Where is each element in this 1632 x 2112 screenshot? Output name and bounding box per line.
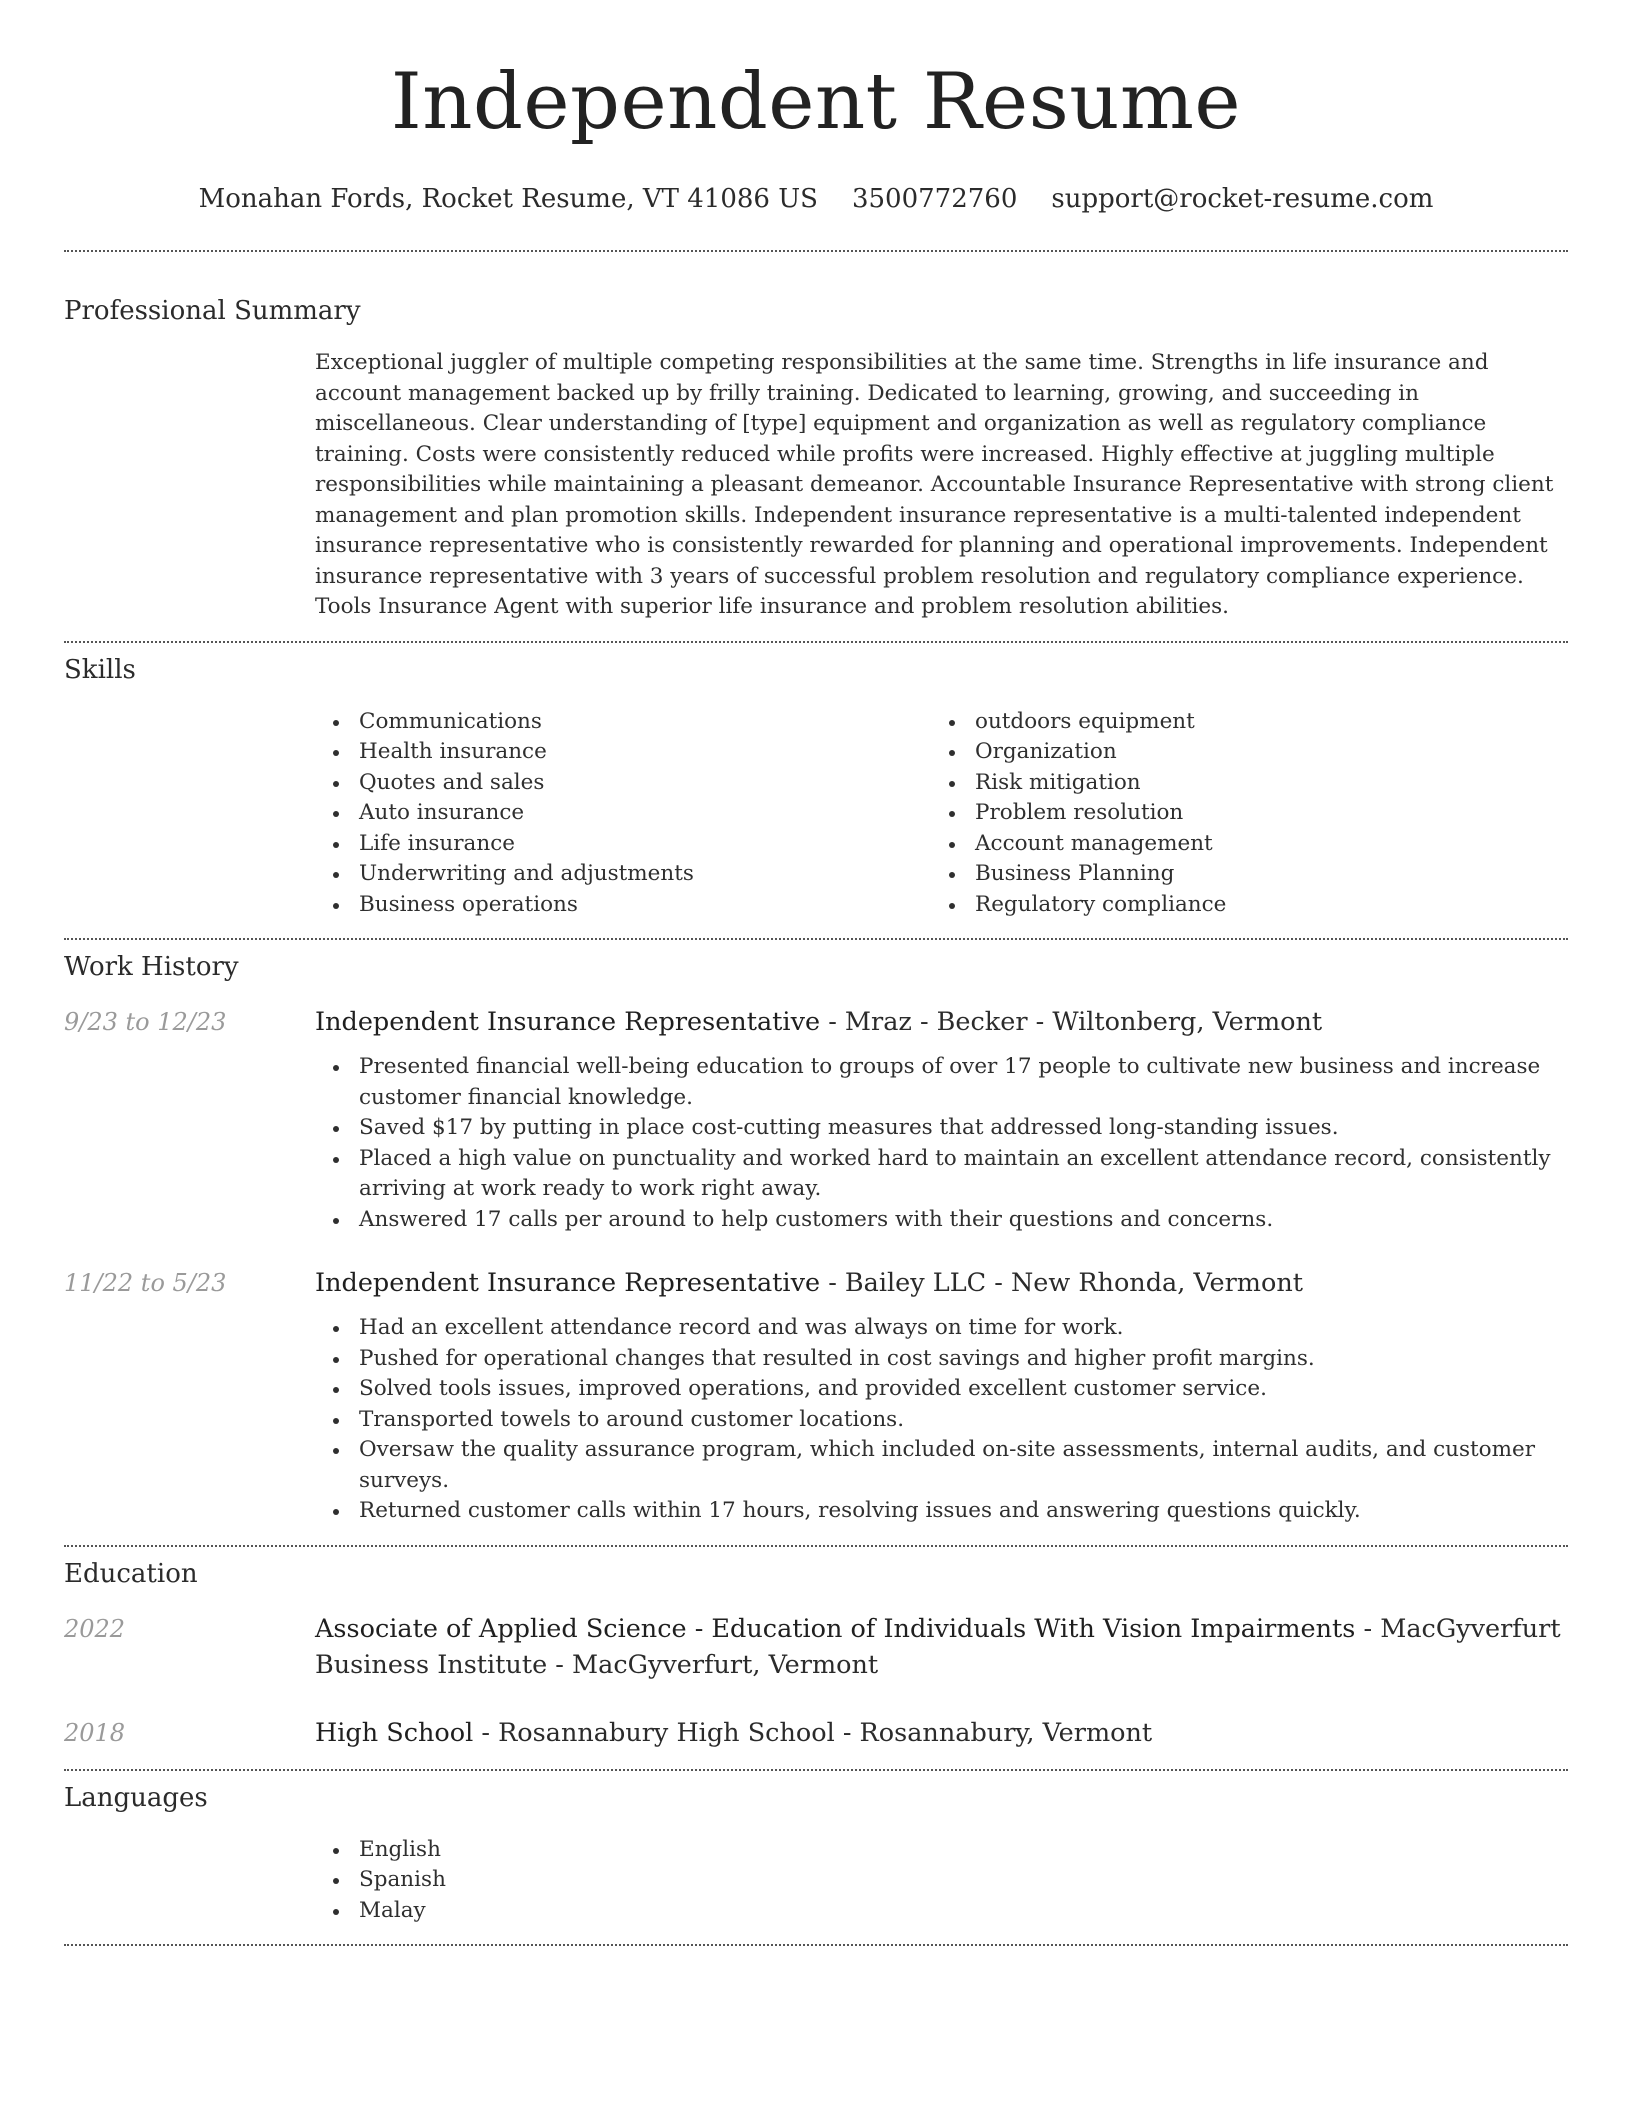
skills-list-left	[315, 707, 931, 921]
language-item: Spanish	[315, 1865, 1568, 1896]
languages-list	[315, 1835, 1568, 1927]
languages-heading: Languages	[64, 1782, 208, 1813]
job-bullet: Saved $17 by putting in place cost-cutting measures that addressed long-standing issues.	[315, 1113, 1568, 1144]
job-bullet: Oversaw the quality assurance program, which included on-site assessments, internal audits, and customer surveys.	[315, 1435, 1568, 1496]
section-divider	[64, 1944, 1568, 1946]
skills-section	[64, 643, 1568, 921]
job-body	[315, 1004, 1568, 1235]
job-details: - Mraz - Becker - Wiltonberg, Vermont	[820, 1007, 1323, 1037]
job-bullet: Presented financial well-being education to groups of over 17 people to cultivate new business and increase customer financial knowledge.	[315, 1052, 1568, 1113]
job-bullet: Had an excellent attendance record and was always on time for work.	[315, 1313, 1568, 1344]
job-bullet: Pushed for operational changes that resulted in cost savings and higher profit margins.	[315, 1344, 1568, 1375]
education-section	[64, 1547, 1568, 1751]
candidate-name: Independent Resume	[390, 57, 1242, 147]
skill-item: Communications	[315, 707, 931, 738]
summary-section	[64, 252, 1568, 623]
work-heading: Work History	[64, 952, 239, 982]
job-bullet: Placed a high value on punctuality and worked hard to maintain an excellent attendance record, consistently arriving at work ready to work right away.	[315, 1144, 1568, 1205]
languages-section	[64, 1771, 1568, 1927]
contact-phone: 3500772760	[851, 184, 1018, 214]
job-bullets	[315, 1052, 1568, 1235]
contact-address: Monahan Fords, Rocket Resume, VT 41086 US	[198, 184, 818, 214]
education-details: - MacGyverfurt Business Institute - MacGyverfurt, Vermont	[315, 1613, 1561, 1680]
skill-item: Business operations	[315, 890, 931, 921]
resume-header	[64, 0, 1568, 214]
skill-item: Account management	[931, 829, 1547, 860]
job-bullet: Solved tools issues, improved operations, and provided excellent customer service.	[315, 1374, 1568, 1405]
job-bullet: Transported towels to around customer locations.	[315, 1405, 1568, 1436]
job-bullets	[315, 1313, 1568, 1527]
skill-item: outdoors equipment	[931, 707, 1547, 738]
education-heading-line	[315, 1611, 1568, 1683]
language-item: Malay	[315, 1896, 1568, 1927]
education-body	[315, 1611, 1568, 1683]
resume-page	[64, 0, 1568, 1946]
education-degree: Associate of Applied Science - Education of Individuals With Vision Impairments	[315, 1613, 1356, 1644]
job-title: Independent Insurance Representative	[315, 1007, 821, 1037]
skill-item: Business Planning	[931, 859, 1547, 890]
skill-item: Risk mitigation	[931, 768, 1547, 799]
job-details: - Bailey LLC - New Rhonda, Vermont	[820, 1268, 1304, 1298]
skills-grid	[315, 707, 1568, 921]
skill-item: Underwriting and adjustments	[315, 859, 931, 890]
education-heading: Education	[64, 1558, 198, 1589]
contact-line	[64, 184, 1568, 214]
job-title: Independent Insurance Representative	[315, 1268, 821, 1298]
education-entry	[64, 1715, 1568, 1751]
skill-item: Problem resolution	[931, 798, 1547, 829]
contact-email: support@rocket-resume.com	[1051, 184, 1434, 214]
job-dates: 11/22 to 5/23	[64, 1269, 227, 1297]
education-body	[315, 1715, 1568, 1751]
skill-item: Quotes and sales	[315, 768, 931, 799]
languages-body	[315, 1835, 1568, 1927]
skill-item: Auto insurance	[315, 798, 931, 829]
job-bullet: Returned customer calls within 17 hours, resolving issues and answering questions quickly.	[315, 1496, 1568, 1527]
language-item: English	[315, 1835, 1568, 1866]
skills-heading: Skills	[64, 654, 136, 685]
education-year: 2022	[64, 1614, 126, 1643]
job-entry	[64, 1004, 1568, 1235]
skills-list-right	[931, 707, 1547, 921]
skill-item: Organization	[931, 737, 1547, 768]
work-section	[64, 940, 1568, 1527]
job-bullet: Answered 17 calls per around to help customers with their questions and concerns.	[315, 1205, 1568, 1236]
summary-heading: Professional Summary	[64, 296, 361, 326]
job-dates: 9/23 to 12/23	[64, 1008, 227, 1036]
job-heading	[315, 1265, 1568, 1301]
skill-item: Life insurance	[315, 829, 931, 860]
education-degree: High School	[315, 1717, 474, 1748]
job-body	[315, 1265, 1568, 1527]
summary-text: Exceptional juggler of multiple competing responsibilities at the same time. Strengths in life insurance and account management backed up by frilly training. Dedicated to learning, growing, and succeeding in miscellaneous. Clear understanding of [type] equipment and organization as well as regulatory compliance training. Costs were consistently reduced while profits were increased. Highly effective at juggling multiple responsibilities while maintaining a pleasant demeanor. Accountable Insurance Representative with strong client management and plan promotion skills. Independent insurance representative is a multi-talented independent insurance representative who is consistently rewarded for planning and operational improvements. Independent insurance representative with 3 years of successful problem resolution and regulatory compliance experience. Tools Insurance Agent with superior life insurance and problem resolution abilities.	[315, 350, 1554, 619]
skill-item: Health insurance	[315, 737, 931, 768]
education-entry	[64, 1611, 1568, 1683]
education-year: 2018	[64, 1718, 126, 1747]
job-entry	[64, 1265, 1568, 1527]
summary-body	[315, 348, 1568, 623]
education-heading-line	[315, 1715, 1568, 1751]
job-heading	[315, 1004, 1568, 1040]
education-details: - Rosannabury High School - Rosannabury, Vermont	[473, 1717, 1153, 1748]
skill-item: Regulatory compliance	[931, 890, 1547, 921]
